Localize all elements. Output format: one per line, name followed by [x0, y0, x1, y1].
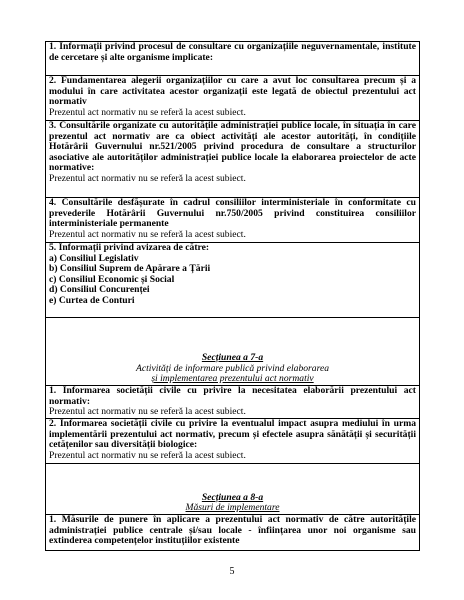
row-heading: 1. Informații privind procesul de consultare cu organizațiile neguvernamentale, institute de cercetare și alte organisme implicate: [49, 41, 416, 63]
table-row [46, 198, 420, 243]
section-title: Secțiunea a 8-a [201, 491, 264, 503]
table-row [46, 464, 420, 515]
endorsement-item: a) Consiliul Legislativ [49, 252, 139, 264]
row-note: Prezentul act normativ nu se referă la acest subiect. [49, 449, 246, 461]
row-heading: 1. Informarea societății civile cu privire la necesitatea elaborării prezentului act normativ: [49, 385, 416, 407]
table-row [46, 42, 420, 76]
endorsement-item: c) Consiliul Economic și Social [49, 273, 175, 285]
row-heading: 2. Informarea societății civile cu privire la eventualul impact asupra mediului în urma implementării prezentului act normativ, precum și efectele asupra sănătății și securității cetățenilor sau diversității biologice: [49, 418, 416, 451]
row-heading: 5. Informații privind avizarea de către: [49, 242, 210, 253]
row-civil-society-impact [46, 419, 420, 464]
table-row [46, 419, 420, 464]
row-heading: 2. Fundamentarea alegerii organizațiilor cu care a avut loc consultarea precum și a modului în care activitatea acestor organizații este legată de obiectul prezentului act normativ [49, 75, 416, 108]
row-organizations-choice [46, 76, 420, 121]
row-heading: 4. Consultările desfășurate în cadrul consiliilor interministeriale în conformitate cu prevederile Hotărârii Guvernului nr.750/2005 privind constituirea consiliilor interministeriale permanente [49, 197, 416, 230]
table-row [46, 121, 420, 198]
row-consultation-ngo [46, 42, 420, 76]
row-civil-society-necessity [46, 386, 420, 419]
table-row [46, 515, 420, 551]
section-title: Secțiunea a 7-a [201, 352, 264, 364]
row-note: Prezentul act normativ nu se referă la acest subiect. [49, 172, 246, 184]
row-note: Prezentul act normativ nu se referă la acest subiect. [49, 228, 246, 240]
section-subtitle: Activități de informare publică privind elaborarea [136, 362, 329, 374]
section-8-header [46, 464, 420, 515]
row-local-authorities [46, 121, 420, 198]
table-row [46, 386, 420, 419]
section-7-header [46, 318, 420, 386]
row-endorsement [46, 243, 420, 318]
endorsement-item: b) Consiliul Suprem de Apărare a Țării [49, 263, 211, 275]
endorsement-item: e) Curtea de Conturi [49, 294, 135, 306]
row-implementation-measures [46, 515, 420, 551]
row-interministerial [46, 198, 420, 243]
row-heading: 1. Măsurile de punere în aplicare a prezentului act normativ de către autoritățile administrației publice centrale și/sau locale - înființarea unor noi organisme sau extinderea competențelor instituțiilor existente [49, 514, 416, 547]
info-table [45, 41, 420, 551]
endorsement-item: d) Consiliul Concurenței [49, 284, 150, 296]
table-row [46, 318, 420, 386]
row-heading: 3. Consultările organizate cu autoritățile administrației publice locale, în situația în care prezentul act normativ are ca obiect activități ale acestor autorități, în condițiile Hotărârii Guvernului nr.521/2005 privind procedura de consultare a structurilor asociative ale autorităților administrației publice locale la elaborarea proiectelor de acte normative: [49, 120, 416, 174]
page-number: 5 [229, 566, 235, 577]
row-note: Prezentul act normativ nu se referă la acest subiect. [49, 106, 246, 118]
section-subtitle: Măsuri de implementare [185, 502, 280, 514]
table-row [46, 76, 420, 121]
table-row [46, 243, 420, 318]
section-subtitle: și implementarea prezentului act normativ [151, 373, 314, 385]
row-note: Prezentul act normativ nu se referă la acest subiect. [49, 406, 246, 418]
